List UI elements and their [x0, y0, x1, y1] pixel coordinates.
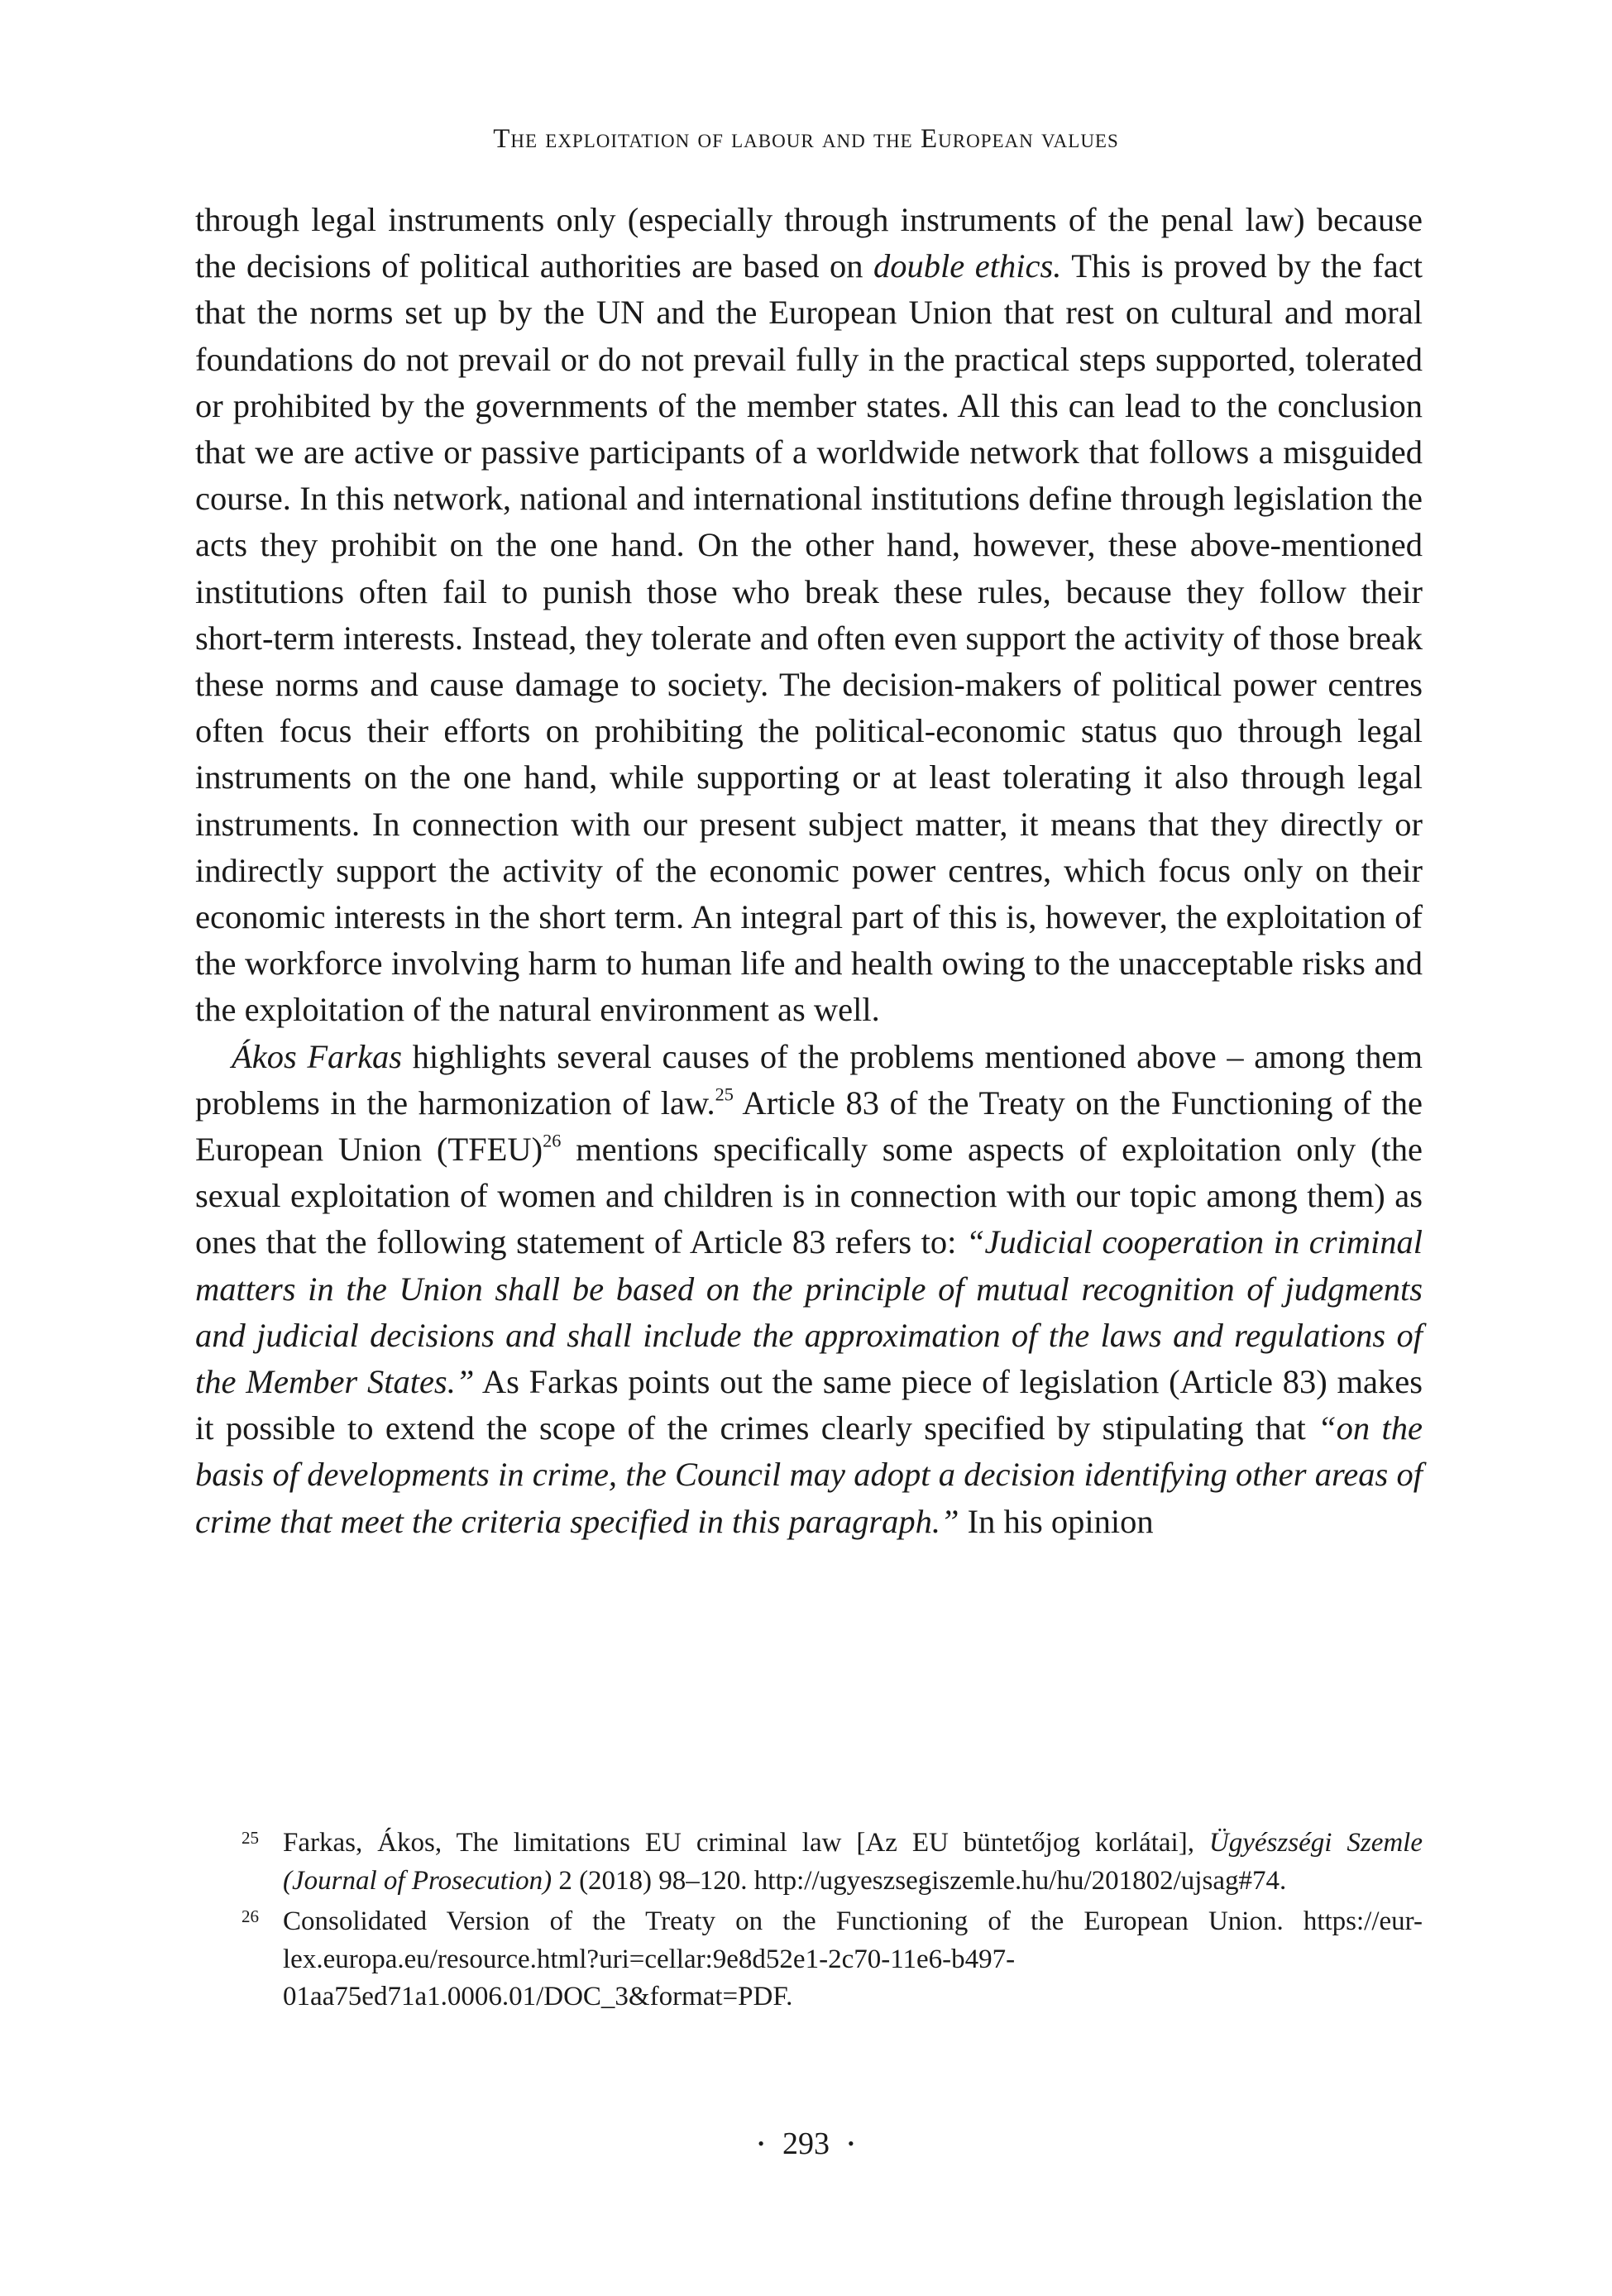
diamond-ornament-icon: • — [758, 2133, 764, 2154]
paragraph-1-text-cont: This is proved by the fact that the norms set up by the UN and the European Union that rest on cultural and moral foundations do not prevail or do not prevail fully in the practical steps supported, tolerated or prohibited by the governments of the member states. All this can lead to the conclusion that we are active or passive participants of a worldwide network that follows a misguided course. In this network, national and international institutions define through legislation the acts they prohibit on the one hand. On the other hand, however, these above-mentioned institutions often fail to punish those who break these rules, because they follow their short-term interests. Instead, they tolerate and often even support the activity of those break these norms and cause damage to society. The decision-makers of political power centres often focus their efforts on prohibiting the political-economic status quo through legal instruments on the one hand, while supporting or at least tolerating it also through legal instruments. In connection with our present subject matter, it means that they directly or indirectly support the activity of the economic power centres, which focus only on their economic interests in the short term. An integral part of this is, however, the exploitation of the workforce involving harm to human life and health owing to the unacceptable risks and the exploitation of the natural environment as well. — [195, 247, 1423, 1029]
footnote-ref-25[interactable]: 25 — [715, 1083, 734, 1105]
paragraph-2-text-cont-2: mentions specifically some aspects of exploitation only (the sexual exploitation of women and children is in connection with our topic among them) as ones that the following statement of Article 83 refers to: — [195, 1131, 1423, 1261]
footnote-citation-link[interactable]: Consolidated Version of the Treaty on the Functioning of the European Union. https://eur-lex.europa.eu/resource.html?uri=cellar:9e8d52e1-2c70-11e6-b497-01aa75ed71a1.0006.01/DOC_3&format=PDF. — [283, 1906, 1423, 2011]
quotation-council-decision: “on the basis of developments in crime, the Council may adopt a decision identifying other areas of crime that meet the criteria specified in this paragraph.” — [195, 1409, 1423, 1540]
main-body-text — [195, 197, 1423, 1545]
page-footer — [0, 2126, 1612, 2162]
footnote-26 — [195, 1903, 1423, 2016]
paragraph-2-text-cont-4: In his opinion — [959, 1502, 1154, 1540]
paragraph-1 — [195, 197, 1423, 1034]
footnote-ref-26[interactable]: 26 — [543, 1130, 562, 1151]
footnote-number: 26 — [242, 1906, 259, 1926]
quotation-article-83: “Judicial cooperation in criminal matters in the Union shall be based on the principle of mutual recognition of judgments and judicial decisions and shall include the approximation of the laws and regulations of the Member States.” — [195, 1223, 1423, 1401]
paragraph-2-text-cont-3: As Farkas points out the same piece of legislation (Article 83) makes it possible to extend the scope of the crimes clearly specified by stipulating that — [195, 1363, 1423, 1447]
running-header: The exploitation of labour and the European values — [493, 124, 1119, 154]
paragraph-2-text: highlights several causes of the problems mentioned above – among them problems in the harmonization of law. — [195, 1037, 1423, 1122]
footnote-25 — [195, 1825, 1423, 1900]
footnote-citation-link[interactable]: 2 (2018) 98–120. http://ugyeszsegiszemle.hu/hu/201802/ujsag#74. — [552, 1865, 1287, 1896]
author-name: Ákos Farkas — [232, 1037, 403, 1075]
emphasis-double-ethics: double ethics. — [873, 247, 1062, 285]
footnote-citation: Farkas, Ákos, The limitations EU criminal law [Az EU büntetőjog korlátai], — [283, 1828, 1209, 1858]
paragraph-1-text: through legal instruments only (especially through instruments of the penal law) because the decisions of political authorities are based on — [195, 201, 1423, 285]
paragraph-2-text-cont: Article 83 of the Treaty on the Functioning of the European Union (TFEU) — [195, 1083, 1423, 1169]
footnote-text — [283, 1828, 1423, 1896]
page-number: 293 — [782, 2126, 830, 2161]
diamond-ornament-icon: • — [848, 2133, 854, 2154]
paragraph-2 — [195, 1034, 1423, 1545]
footnote-journal-title: Ügyészségi Szemle (Journal of Prosecution) — [283, 1828, 1423, 1896]
footnote-number: 25 — [242, 1828, 259, 1848]
footnotes-section — [195, 1825, 1423, 2020]
